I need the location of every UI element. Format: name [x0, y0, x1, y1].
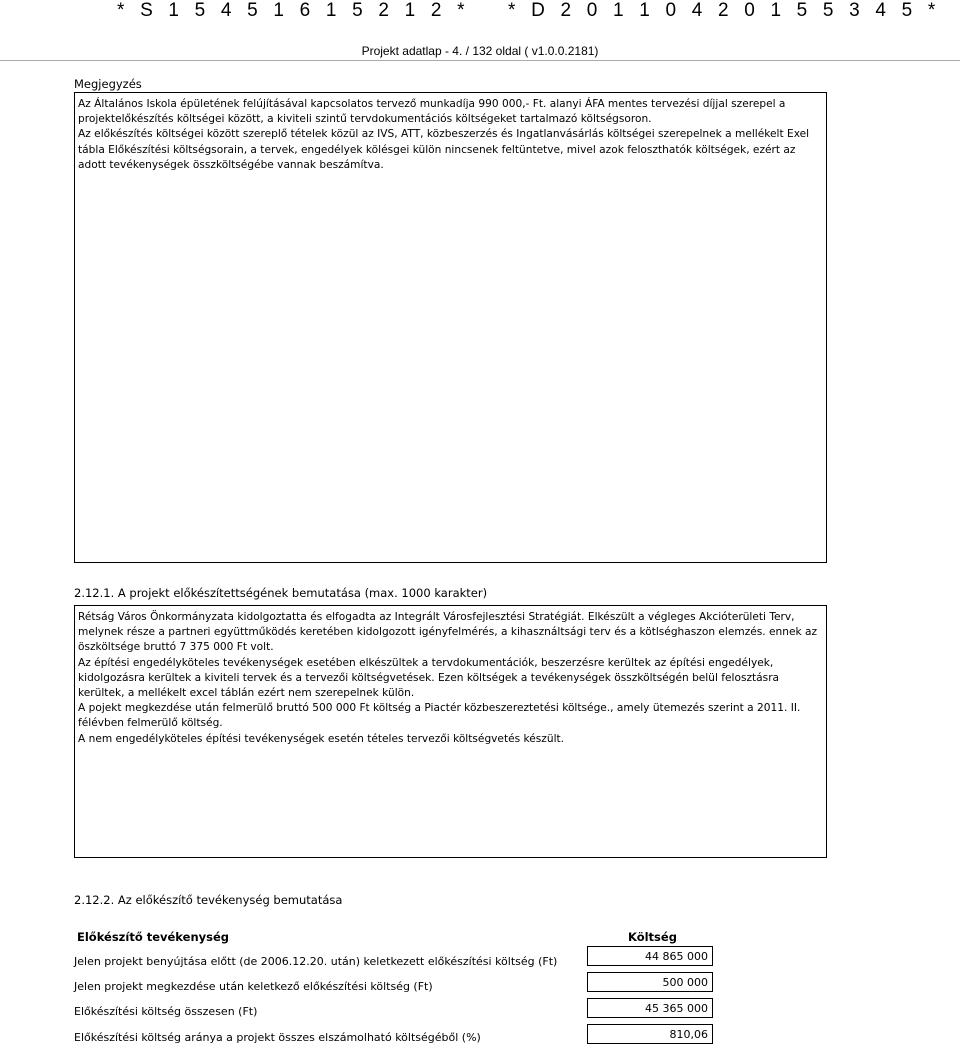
notes-paragraph: Az Általános Iskola épületének felújításával kapcsolatos tervező munkadíja 990 000,- Ft. alanyi ÁFA mentes tervezési díjjal szerepel a projektelőkészítés költségei között, a kiviteli szintű tervdokumentációs költségeket tartalmazó költségsoron.: [78, 98, 786, 126]
cost-value: 45 365 000: [587, 998, 713, 1018]
notes-box: [74, 92, 827, 563]
section-2121-paragraph: A nem engedélyköteles építési tevékenységek esetén tételes tervezői költségvetés készült.: [78, 732, 565, 745]
section-2121-paragraph: A pojekt megkezdése után felmerülő bruttó 500 000 Ft költség a Piactér közbeszereztetési költsége., amely ütemezés szerint a 2011. II. félévben felmerülő költség.: [78, 702, 801, 730]
section-2121-paragraph: Az építési engedélyköteles tevékenységek esetében elkészültek a tervdokumentációk, beszerzésre kerültek az építési engedélyek, kidolgozásra kerültek a kiviteli tervek és a tervezői költségvetések. Ezen költségek a tevékenységek összköltségén belül felosztásra kerültek, a mellékelt excel táblán ezért nem szerepelnek külön.: [78, 656, 780, 700]
cost-column-header: Költség: [628, 930, 677, 944]
barcode-left: * S 1 5 4 5 1 6 1 5 2 1 2 *: [117, 0, 470, 21]
cost-row-label: Előkészítési költség aránya a projekt összes elszámolható költségéből (%): [74, 1031, 481, 1044]
cost-value: 500 000: [587, 972, 713, 992]
page-info: Projekt adatlap - 4. / 132 oldal ( v1.0.0.2181): [361, 44, 599, 58]
barcode-right: * D 2 0 1 1 0 4 2 0 1 5 5 3 4 5 *: [508, 0, 941, 21]
header-divider: [0, 60, 960, 61]
cost-row-label: Előkészítési költség összesen (Ft): [74, 1005, 258, 1018]
section-2122-title: 2.12.2. Az előkészítő tevékenység bemutatása: [74, 893, 343, 907]
activity-column-header: Előkészítő tevékenység: [77, 930, 230, 944]
cost-row-label: Jelen projekt megkezdése után keletkező előkészítési költség (Ft): [74, 980, 433, 993]
notes-title: Megjegyzés: [74, 77, 142, 91]
cost-value: 44 865 000: [587, 946, 713, 966]
notes-paragraph: Az előkészítés költségei között szereplő tételek közül az IVS, ATT, közbeszerzés és Ingatlanvásárlás költségei szerepelnek a mellékelt Exel tábla Előkészítési költségsorain, a tervek, engedélyek kölésgei külön nincsenek feltüntetve, mivel azok feloszthatók költségek, ezért az adott tevékenységek összköltségébe vannak beszámítva.: [78, 128, 810, 171]
cost-row-label: Jelen projekt benyújtása előtt (de 2006.12.20. után) keletkezett előkészítési költség (Ft): [74, 955, 558, 968]
section-2121-box: [74, 605, 827, 858]
section-2121-title: 2.12.1. A projekt előkészítettségének bemutatása (max. 1000 karakter): [74, 586, 488, 600]
cost-value: 810,06: [587, 1024, 713, 1044]
section-2121-paragraph: Rétság Város Önkormányzata kidolgoztatta és elfogadta az Integrált Városfejlesztési Stratégiát. Elkészült a végleges Akcióterületi Terv, melynek része a partneri együttműködés keretében kidolgozott igényfelmérés, a kihasználtsági terv és a kötlséghaszon elemzés. ennek az öszköltsége bruttó 7 375 000 Ft volt.: [78, 611, 818, 654]
